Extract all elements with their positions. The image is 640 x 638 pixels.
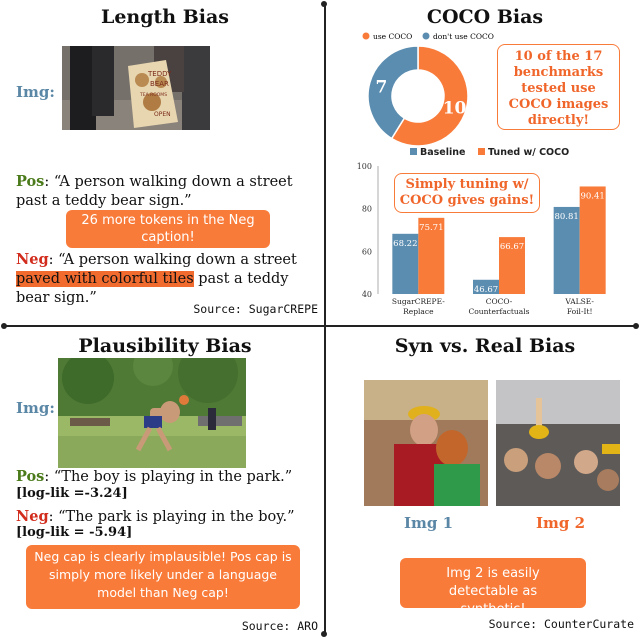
- length-neg-caption: [16, 250, 321, 308]
- synreal-img1-label: Img 1: [404, 514, 454, 532]
- divider-dot-right: [633, 323, 639, 329]
- vertical-divider: [324, 4, 326, 634]
- divider-dot-bottom: [321, 631, 327, 637]
- bar-ytick-1: 60: [361, 247, 372, 257]
- bar-ytick-3: 100: [356, 162, 372, 171]
- plaus-pos-text: : “The boy is playing in the park.”: [44, 469, 293, 485]
- synthetic-photo-img2: [496, 380, 620, 506]
- coco-bias-title: COCO Bias: [426, 6, 544, 28]
- sign-text-3: TEA ROOMS: [140, 93, 168, 98]
- sign-text-4: OPEN: [154, 111, 171, 118]
- plaus-pos-caption: [16, 467, 321, 487]
- bar-category-2-1: Foil-It!: [566, 307, 593, 316]
- length-neg-text-post: past a teddy bear sign.”: [16, 271, 289, 306]
- plausibility-source: Source: ARO: [241, 619, 318, 633]
- synreal-bias-title: Syn vs. Real Bias: [394, 335, 576, 357]
- length-neg-highlight: paved with colorful tiles: [16, 271, 194, 287]
- bar-category-2-0: VALSE-: [565, 297, 594, 306]
- bar-category-1-1: Counterfactuals: [468, 307, 530, 316]
- real-photo-img1: [364, 380, 488, 506]
- synreal-source: Source: CounterCurate: [488, 617, 634, 631]
- coco-callout: 10 of the 17 benchmarks tested use COCO images directly!: [497, 44, 620, 130]
- coco-pie-chart: [330, 28, 500, 148]
- bar-value-1-1: 66.67: [499, 242, 525, 253]
- bar-legend-label-1: Tuned w/ COCO: [488, 147, 570, 158]
- horizontal-divider: [4, 325, 636, 327]
- bar-category-0-0: SugarCREPE-: [391, 297, 445, 306]
- bar-legend-swatch-0: [410, 148, 417, 155]
- plaus-pos-loglik: [log-lik =-3.24]: [16, 486, 128, 501]
- divider-dot-left: [1, 323, 7, 329]
- length-neg-text-pre: : “A person walking down a street: [48, 252, 297, 268]
- length-pos-label: Pos: [16, 173, 45, 190]
- length-neg-label: Neg: [16, 251, 49, 268]
- divider-dot-top: [321, 1, 327, 7]
- bar-legend-swatch-1: [478, 148, 485, 155]
- bar-value-1-0: 46.67: [473, 284, 499, 295]
- plausibility-img-label: Img:: [16, 399, 55, 417]
- coco-bar-chart: [330, 144, 634, 320]
- synreal-callout: Img 2 is easily detectable as synthetic!: [400, 558, 586, 608]
- plausibility-bias-title: Plausibility Bias: [78, 335, 252, 357]
- length-img-label: Img:: [16, 83, 55, 101]
- bar-category-0-1: Replace: [403, 307, 434, 316]
- plausibility-callout: Neg cap is clearly implausible! Pos cap is simply more likely under a language model than Neg cap!: [26, 545, 300, 609]
- length-source: Source: SugarCREPE: [193, 302, 318, 316]
- plaus-neg-label: Neg: [16, 508, 49, 525]
- bar-ytick-2: 80: [361, 204, 372, 214]
- pie-slice-label-1: 7: [375, 77, 388, 98]
- coco-bar-callout: Simply tuning w/ COCO gives gains!: [394, 173, 540, 213]
- pie-legend-0: use COCO: [373, 32, 413, 41]
- bar-legend-label-0: Baseline: [420, 147, 466, 158]
- teddy-bear-sign-photo: [62, 46, 210, 130]
- plaus-pos-label: Pos: [16, 468, 45, 485]
- plaus-neg-text: : “The park is playing in the boy.”: [48, 509, 295, 525]
- boy-in-park-photo: [58, 358, 246, 468]
- length-pos-caption: [16, 172, 321, 211]
- sign-text-2: BEAR: [150, 80, 169, 88]
- plaus-neg-caption: [16, 507, 321, 527]
- pie-legend-1: don't use COCO: [433, 32, 494, 41]
- pie-slice-label-0: 10: [442, 98, 467, 119]
- pie-legend-swatch-1: [423, 33, 430, 40]
- plaus-neg-loglik: [log-lik = -5.94]: [16, 525, 133, 540]
- bar-value-2-1: 90.41: [580, 191, 605, 202]
- bar-ytick-0: 40: [361, 290, 372, 299]
- bar-category-1-0: COCO-: [485, 297, 513, 306]
- bar-2-1: [580, 186, 606, 294]
- length-callout: 26 more tokens in the Neg caption!: [66, 210, 270, 248]
- bar-value-2-0: 80.81: [554, 211, 579, 222]
- length-bias-title: Length Bias: [100, 6, 230, 28]
- pie-legend-swatch-0: [363, 33, 370, 40]
- length-pos-text: : “A person walking down a street past a teddy bear sign.”: [16, 174, 293, 209]
- synreal-img2-label: Img 2: [536, 514, 586, 532]
- bar-value-0-1: 75.71: [419, 222, 444, 233]
- sign-text-1: TEDDY: [148, 70, 172, 78]
- bar-value-0-0: 68.22: [393, 238, 418, 249]
